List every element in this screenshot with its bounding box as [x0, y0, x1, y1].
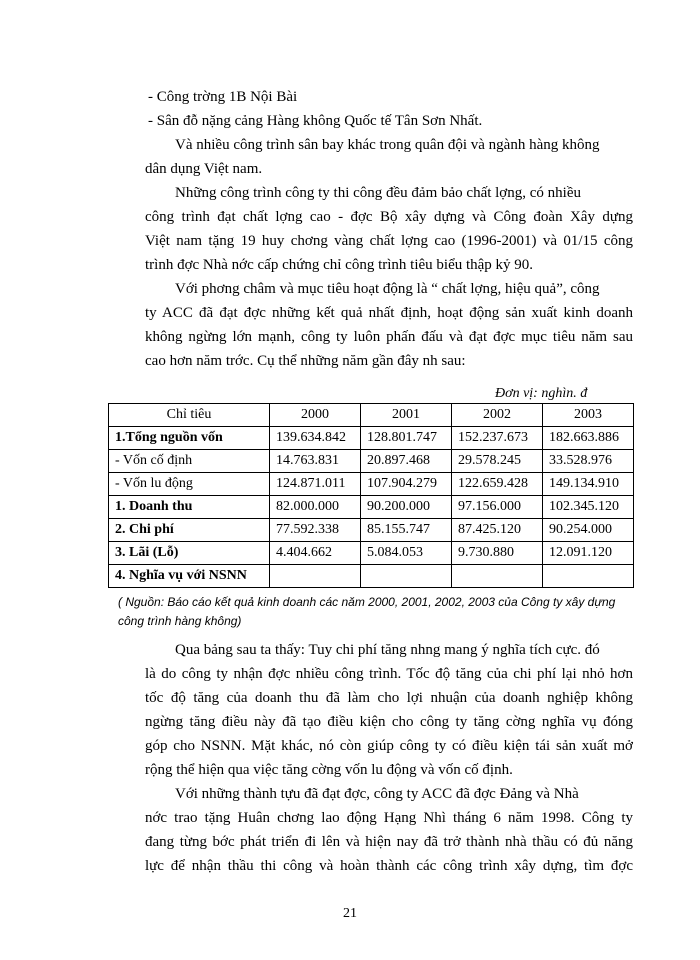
row-label: 3. Lãi (Lỗ) [109, 542, 270, 565]
table-cell: 139.634.842 [270, 427, 361, 450]
table-header: 2000 [270, 404, 361, 427]
table-cell [543, 565, 634, 588]
table-cell: 90.254.000 [543, 519, 634, 542]
paragraph-line: là do công ty nhận đợc nhiều công trình. Tốc độ tăng của chi phí lại nhỏ hơn [145, 666, 633, 682]
paragraph-line: Qua bảng sau ta thấy: Tuy chi phí tăng nhng mang ý nghĩa tích cực. đó [175, 642, 600, 658]
paragraph-line: rộng thể hiện qua việc tăng cờng vốn lu động và vốn cố định. [145, 762, 513, 778]
row-label: - Vốn cố định [109, 450, 270, 473]
table-cell: 122.659.428 [452, 473, 543, 496]
table-source-note: ( Nguồn: Báo cáo kết quả kinh doanh các năm 2000, 2001, 2002, 2003 của Công ty xây dựng công trình hàng không) [118, 595, 616, 628]
paragraph-line: cao hơn năm trớc. Cụ thể những năm gần đây nh sau: [145, 353, 466, 369]
row-label: 4. Nghĩa vụ với NSNN [109, 565, 270, 588]
row-label: 1. Doanh thu [109, 496, 270, 519]
paragraph-line: ty ACC đã đạt đợc những kết quả nhất định, hoạt động sản xuất kinh doanh [145, 305, 633, 321]
table-cell: 14.763.831 [270, 450, 361, 473]
table-cell: 152.237.673 [452, 427, 543, 450]
table-cell: 124.871.011 [270, 473, 361, 496]
table-cell: 29.578.245 [452, 450, 543, 473]
table-cell: 128.801.747 [361, 427, 452, 450]
paragraph-line: nớc trao tặng Huân chơng lao động Hạng Nhì tháng 6 năm 1998. Công ty [145, 810, 633, 826]
table-cell: 82.000.000 [270, 496, 361, 519]
paragraph-line: trình đợc Nhà nớc cấp chứng chỉ công trình tiêu biểu thập kỷ 90. [145, 257, 534, 273]
table-cell: 5.084.053 [361, 542, 452, 565]
table-row [109, 565, 634, 588]
table-header: 2002 [452, 404, 543, 427]
paragraph-line: tốc độ tăng của doanh thu đã làm cho lợi nhuận của doanh nghiệp không [145, 690, 633, 706]
table-cell: 33.528.976 [543, 450, 634, 473]
paragraph-line: ngừng tăng điều này đã tạo điều kiện cho công ty tăng cờng nghĩa vụ đóng [145, 714, 633, 730]
table-cell: 90.200.000 [361, 496, 452, 519]
table-header: 2001 [361, 404, 452, 427]
paragraph-line: đang từng bớc phát triển đi lên và hiện nay đã trở thành nhà thầu có đủ năng [145, 834, 633, 850]
table-header: Chỉ tiêu [109, 404, 270, 427]
table-cell: 9.730.880 [452, 542, 543, 565]
paragraph-line: không ngừng lớn mạnh, công ty luôn phấn đấu và đạt đợc mục tiêu năm sau [145, 329, 633, 345]
page-number: 21 [343, 906, 357, 921]
bullet-line: - Sân đỗ nặng cảng Hàng không Quốc tế Tân Sơn Nhất. [148, 113, 483, 129]
table-cell: 20.897.468 [361, 450, 452, 473]
table-header-row [109, 404, 634, 427]
bullet-line: - Công trờng 1B Nội Bài [148, 89, 298, 105]
paragraph-line: Với những thành tựu đã đạt đợc, công ty ACC đã đợc Đảng và Nhà [175, 786, 579, 802]
row-label: 1.Tổng nguồn vốn [109, 427, 270, 450]
table-cell: 182.663.886 [543, 427, 634, 450]
table-cell: 149.134.910 [543, 473, 634, 496]
paragraph-line: Và nhiều công trình sân bay khác trong quân đội và ngành hàng không [175, 137, 600, 153]
table-row [109, 496, 634, 519]
table-row [109, 519, 634, 542]
table-row [109, 450, 634, 473]
table-cell: 85.155.747 [361, 519, 452, 542]
table-header: 2003 [543, 404, 634, 427]
paragraph-line: công trình đạt chất lợng cao - đợc Bộ xây dựng và Công đoàn Xây dựng [145, 209, 633, 225]
paragraph-line: Với phơng châm và mục tiêu hoạt động là “ chất lợng, hiệu quả”, công [175, 281, 600, 297]
table-cell: 12.091.120 [543, 542, 634, 565]
table-row [109, 473, 634, 496]
table-cell [361, 565, 452, 588]
table-row [109, 542, 634, 565]
row-label: - Vốn lu động [109, 473, 270, 496]
table-cell: 87.425.120 [452, 519, 543, 542]
table-cell: 97.156.000 [452, 496, 543, 519]
table-cell: 4.404.662 [270, 542, 361, 565]
paragraph-line: lực để nhận thầu thi công và hoàn thành các công trình xây dựng, tìm đợc [145, 858, 633, 874]
table-cell [270, 565, 361, 588]
financial-table [108, 403, 634, 588]
paragraph-line: Việt nam tặng 19 huy chơng vàng chất lợng cao (1996-2001) và 01/15 công [145, 233, 633, 249]
table-cell [452, 565, 543, 588]
paragraph-line: Những công trình công ty thi công đều đảm bảo chất lợng, có nhiều [175, 185, 581, 201]
table-cell: 102.345.120 [543, 496, 634, 519]
row-label: 2. Chi phí [109, 519, 270, 542]
table-row [109, 427, 634, 450]
table-unit: Đơn vị: nghìn. đ [495, 386, 588, 401]
table-cell: 107.904.279 [361, 473, 452, 496]
paragraph-line: dân dụng Việt nam. [145, 161, 263, 177]
table-cell: 77.592.338 [270, 519, 361, 542]
paragraph-line: góp cho NSNN. Mặt khác, nó còn giúp công ty có điều kiện tái sản xuất mở [145, 738, 633, 754]
